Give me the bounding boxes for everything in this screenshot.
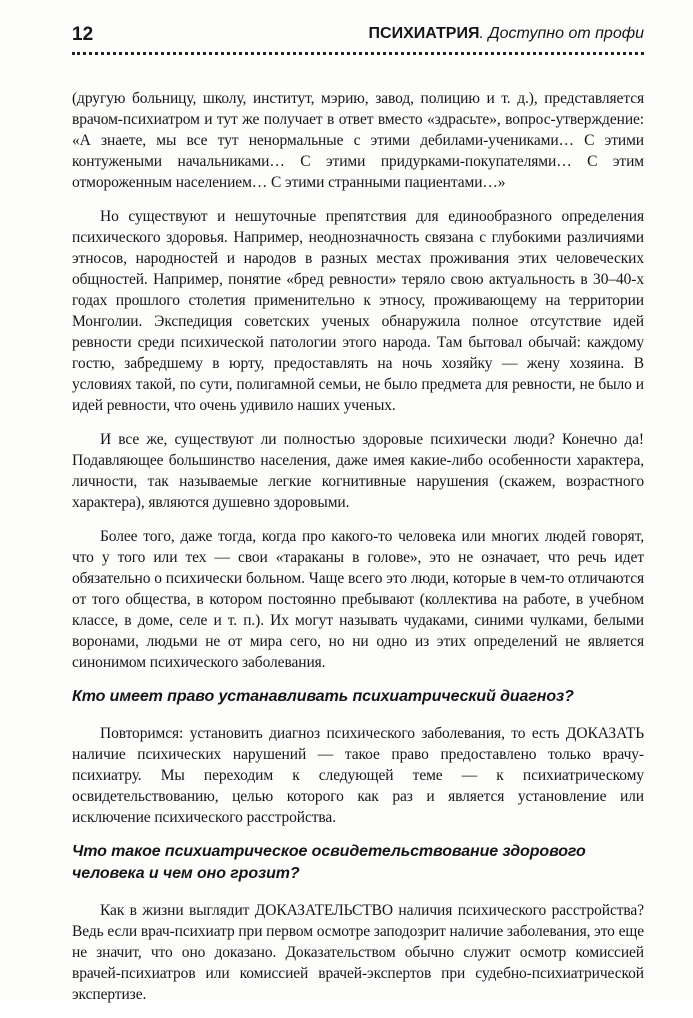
paragraph: Повторимся: установить диагноз психического заболевания, то есть ДОКАЗАТЬ наличие психических нарушений — такое право предоставлено только врачу-психиатру. Мы переходим к следующей теме — к психиатрическому освидетельствованию, целью которого как раз и является установление или исключение психического расстройства. <box>72 725 644 826</box>
paragraph: Как в жизни выглядит ДОКАЗАТЕЛЬСТВО наличия психического расстройства? Ведь если врач-психиатр при первом осмотре заподозрит наличие заболевания, это еще не значит, что оно доказано. Доказательством обычно служит осмотр комиссией врачей-психиатров или комиссией врачей-экспертов при судебно-психиатрической экспертизе. <box>72 902 644 1003</box>
running-title-bold: ПСИХИАТРИЯ <box>368 25 480 42</box>
body-text <box>72 88 644 1018</box>
running-title-italic: . Доступно от профи <box>479 25 644 42</box>
section-heading: Кто имеет право устанавливать психиатрический диагноз? <box>72 688 574 705</box>
header-dotted-rule <box>72 52 644 55</box>
page-header <box>72 22 644 48</box>
section-heading: Что такое психиатрическое освидетельствование здорового человека и чем оно грозит? <box>72 843 586 882</box>
paragraph: И все же, существуют ли полностью здоровые психически люди? Конечно да! Подавляющее большинство населения, даже имея какие-либо особенности характера, личности, так называемые легкие когнитивные нарушения (скажем, возрастного характера), являются душевно здоровыми. <box>72 431 644 511</box>
paragraph: Более того, даже тогда, когда про какого-то человека или многих людей говорят, что у того или тех — свои «тараканы в голове», это не означает, что речь идет обязательно о психически больном. Чаще всего это люди, которые в чем-то отличаются от того общества, в котором постоянно пребывают (коллектива на работе, в учебном классе, в доме, селе и т. п.). Их могут называть чудаками, синими чулками, белыми воронами, людьми не от мира сего, но ни одно из этих определений не является синонимом психического заболевания. <box>72 528 644 671</box>
paragraph: Но существуют и нешуточные препятствия для единообразного определения психического здоровья. Например, неоднозначность связана с глубокими различиями этносов, народностей и народов в разных местах проживания этих человеческих общностей. Например, понятие «бред ревности» теряло свою актуальность в 30–40-х годах прошлого столетия применительно к этносу, проживающему на территории Монголии. Экспедиция советских ученых обнаружила полное отсутствие идей ревности среди психической патологии этого народа. Там бытовал обычай: каждому гостю, забредшему в юрту, предоставлять на ночь хозяйку — жену хозяина. В условиях такой, по сути, полигамной семьи, не было предмета для ревности, не было и идей ревности, что очень удивило наших ученых. <box>72 208 644 414</box>
paragraph-continued: (другую больницу, школу, институт, мэрию, завод, полицию и т. д.), представляется врачом-психиатром и тут же получает в ответ вместо «здрасьте», вопрос-утверждение: «А знаете, мы все тут ненормальные с этими дебилами-учениками… С этими контужеными начальниками… С этими придурками-покупателями… С этим отмороженным населением… С этими странными пациентами…» <box>72 90 644 191</box>
running-title <box>369 25 644 43</box>
page-number: 12 <box>72 24 94 45</box>
